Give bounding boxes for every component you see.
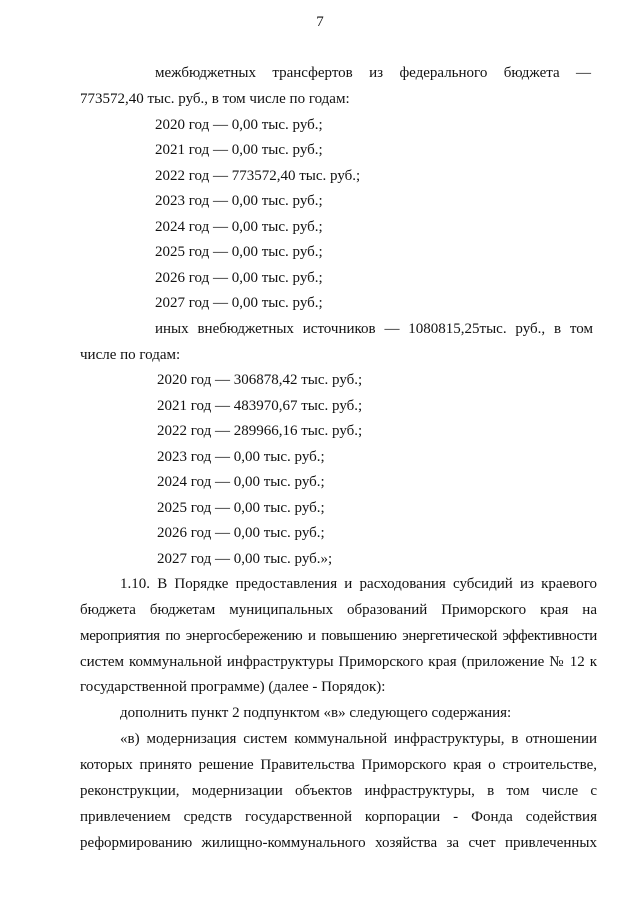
year-line: 2024 год — 0,00 тыс. руб.; — [157, 474, 325, 490]
paragraph-line: реконструкции, модернизации объектов инфраструктуры, в том числе с — [80, 783, 597, 799]
paragraph-line: систем коммунальной инфраструктуры Приморского края (приложение № 12 к — [80, 654, 597, 670]
paragraph-line: межбюджетных трансфертов из федерального бюджета — — [155, 65, 591, 81]
paragraph-line: которых принято решение Правительства Приморского края о строительстве, — [80, 757, 597, 773]
year-line: 2020 год — 306878,42 тыс. руб.; — [157, 372, 363, 388]
year-line: 2022 год — 773572,40 тыс. руб.; — [155, 168, 361, 184]
year-line: 2022 год — 289966,16 тыс. руб.; — [157, 423, 363, 439]
year-line: 2027 год — 0,00 тыс. руб.»; — [157, 551, 333, 567]
page-number: 7 — [316, 14, 324, 30]
year-line: 2027 год — 0,00 тыс. руб.; — [155, 295, 323, 311]
paragraph-line: мероприятия по энергосбережению и повышению энергетической эффективности — [80, 628, 597, 644]
paragraph-line: дополнить пункт 2 подпунктом «в» следующего содержания: — [120, 705, 512, 721]
year-line: 2026 год — 0,00 тыс. руб.; — [155, 270, 323, 286]
paragraph-line: привлечением средств государственной корпорации - Фонда содействия — [80, 809, 597, 825]
year-line: 2025 год — 0,00 тыс. руб.; — [155, 244, 323, 260]
year-line: 2026 год — 0,00 тыс. руб.; — [157, 525, 325, 541]
paragraph-line: реформированию жилищно-коммунального хозяйства за счет привлеченных — [80, 835, 597, 851]
year-line: 2023 год — 0,00 тыс. руб.; — [155, 193, 323, 209]
year-line: 2020 год — 0,00 тыс. руб.; — [155, 117, 323, 133]
year-line: 2025 год — 0,00 тыс. руб.; — [157, 500, 325, 516]
year-line: 2021 год — 0,00 тыс. руб.; — [155, 142, 323, 158]
paragraph-line: числе по годам: — [80, 347, 181, 363]
year-line: 2024 год — 0,00 тыс. руб.; — [155, 219, 323, 235]
paragraph-line: 1.10. В Порядке предоставления и расходования субсидий из краевого — [120, 576, 597, 592]
paragraph-line: бюджета бюджетам муниципальных образований Приморского края на — [80, 602, 597, 618]
paragraph-line: «в) модернизация систем коммунальной инфраструктуры, в отношении — [120, 731, 597, 747]
paragraph-line: 773572,40 тыс. руб., в том числе по годам: — [80, 91, 350, 107]
year-line: 2021 год — 483970,67 тыс. руб.; — [157, 398, 363, 414]
year-line: 2023 год — 0,00 тыс. руб.; — [157, 449, 325, 465]
paragraph-line: иных внебюджетных источников — 1080815,25тыс. руб., в том — [155, 321, 593, 337]
paragraph-line: государственной программе) (далее - Порядок): — [80, 679, 386, 695]
